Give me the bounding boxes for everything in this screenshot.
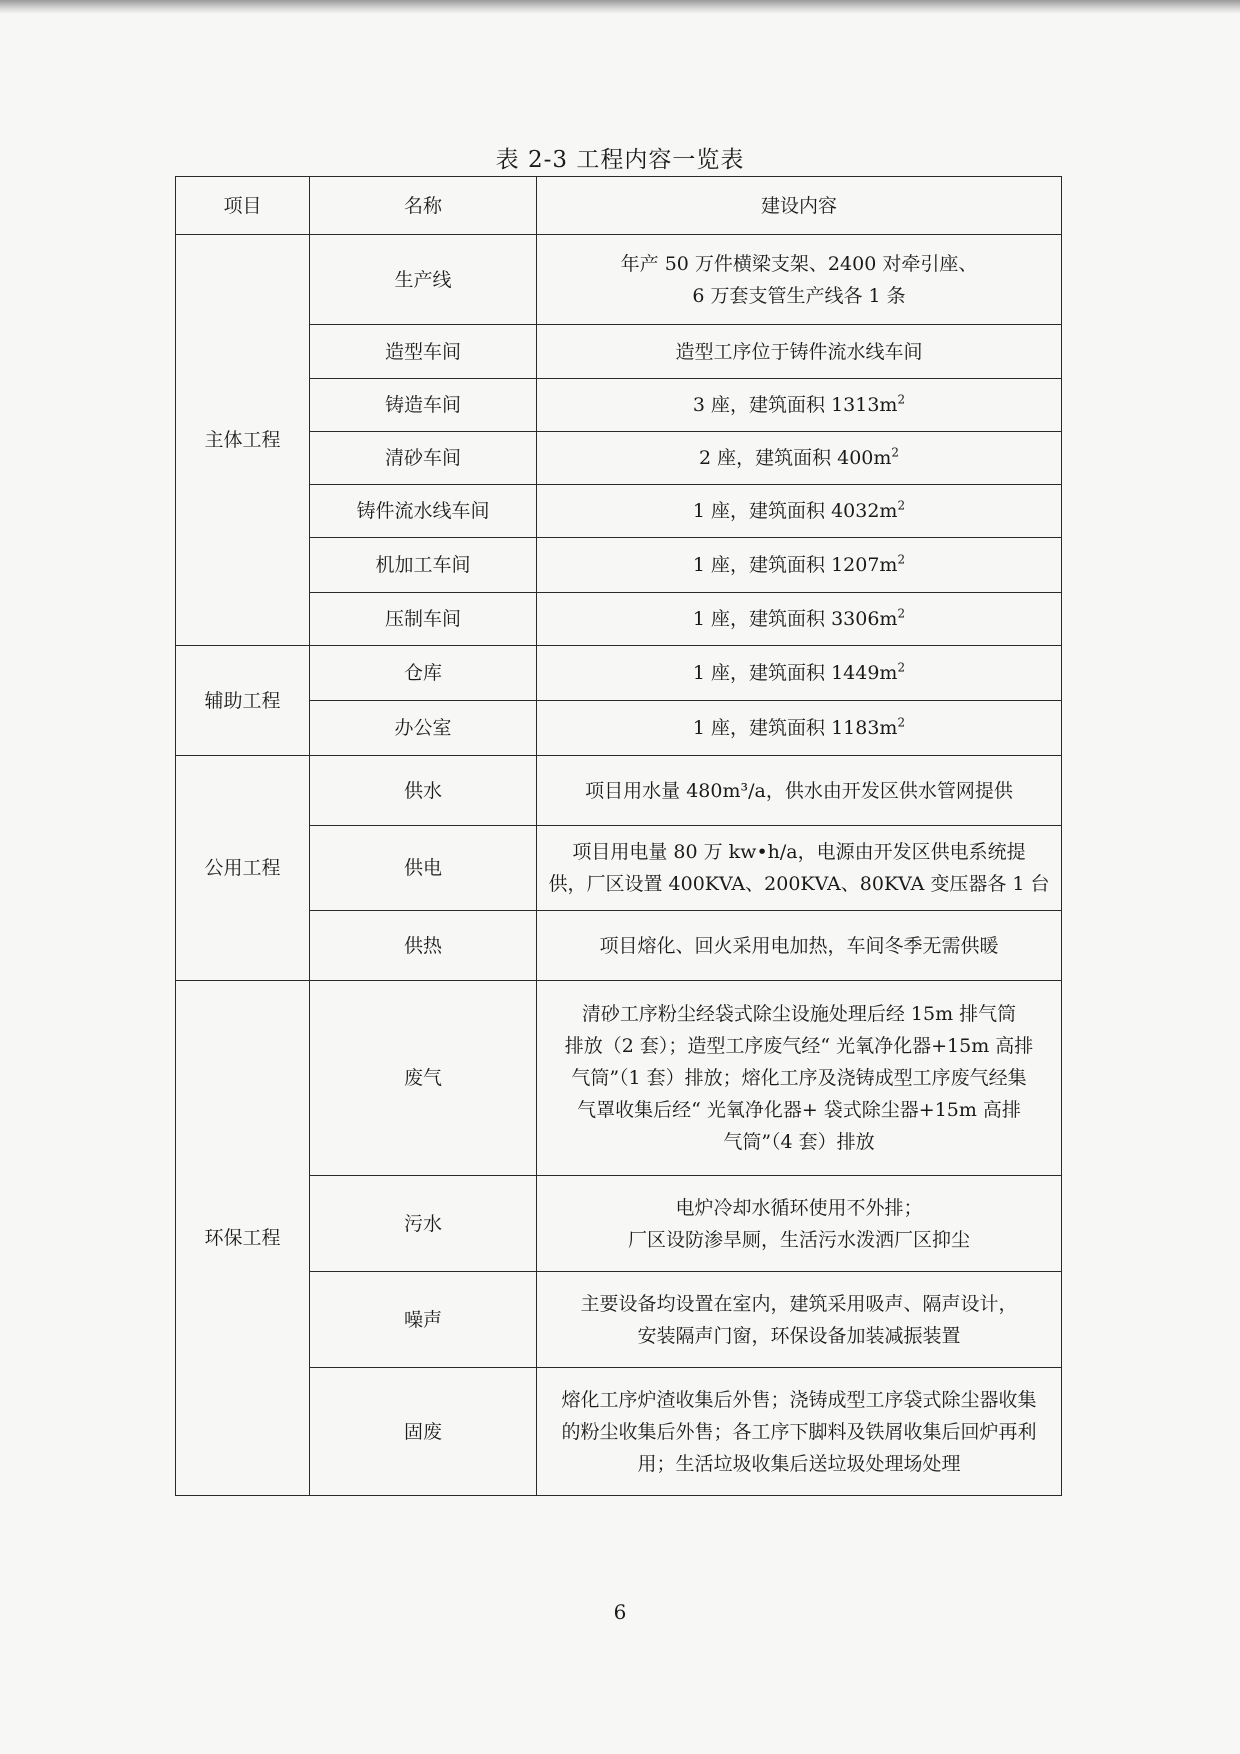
row-content [537,701,1062,756]
content-line: 气筒”（4 套）排放 [723,1131,875,1153]
row-name: 办公室 [310,701,537,756]
row-content [537,485,1062,538]
content-text: 1 座，建筑面积 4032m [692,500,898,522]
row-name: 造型车间 [310,325,537,379]
row-content [537,981,1062,1176]
content-line: 排放（2 套）；造型工序废气经“ 光氧净化器+15m 高排 [564,1035,1034,1057]
superscript: 2 [897,715,906,730]
content-line: 项目用电量 80 万 kw•h/a，电源由开发区供电系统提 [572,841,1026,863]
row-name: 压制车间 [310,593,537,646]
project-content-table [175,176,1062,1496]
content-line: 电炉冷却水循环使用不外排； [675,1196,923,1219]
header-name: 名称 [310,177,537,235]
row-content [537,235,1062,325]
row-name: 供电 [310,826,537,911]
row-name: 机加工车间 [310,538,537,593]
row-content [537,593,1062,646]
superscript: 2 [897,660,906,675]
content-line: 熔化工序炉渣收集后外售；浇铸成型工序袋式除尘器收集 [561,1388,1037,1411]
scan-edge-shadow [0,0,1240,14]
table-header-row [176,177,1062,235]
row-content [537,379,1062,432]
content-text: 1 座，建筑面积 3306m [692,608,898,630]
content-line: 6 万套支管生产线各 1 条 [692,284,906,307]
row-name: 铸件流水线车间 [310,485,537,538]
group-aux: 辅助工程 [176,646,310,756]
content-text: 1 座，建筑面积 1183m [692,717,898,739]
superscript: 2 [891,445,900,460]
table-caption: 表 2-3 工程内容一览表 [495,147,745,173]
table-row [176,646,1062,701]
row-name: 供热 [310,911,537,981]
group-utility: 公用工程 [176,756,310,981]
table-row [176,756,1062,826]
row-content [537,1368,1062,1496]
header-content: 建设内容 [537,177,1062,235]
row-name: 噪声 [310,1272,537,1368]
row-content [537,646,1062,701]
superscript: 2 [897,498,906,513]
content-line: 厂区设防渗旱厕，生活污水泼洒厂区抑尘 [627,1228,970,1251]
content-text: 2 座，建筑面积 400m [698,447,892,469]
row-name: 污水 [310,1176,537,1272]
content-line: 清砂工序粉尘经袋式除尘设施处理后经 15m 排气筒 [581,1003,1017,1025]
row-name: 固废 [310,1368,537,1496]
page-number: 6 [613,1600,627,1624]
content-line: 的粉尘收集后外售；各工序下脚料及铁屑收集后回炉再利 [561,1420,1037,1443]
group-main: 主体工程 [176,235,310,646]
row-content [537,826,1062,911]
row-name: 废气 [310,981,537,1176]
row-name: 清砂车间 [310,432,537,485]
superscript: 2 [897,606,906,621]
superscript: 2 [897,392,906,407]
row-content [537,1176,1062,1272]
row-content: 项目熔化、回火采用电加热，车间冬季无需供暖 [537,911,1062,981]
row-name: 铸造车间 [310,379,537,432]
header-item: 项目 [176,177,310,235]
table-row [176,235,1062,325]
row-name: 生产线 [310,235,537,325]
content-line: 气罩收集后经“ 光氧净化器+ 袋式除尘器+15m 高排 [577,1099,1021,1121]
content-line: 用；生活垃圾收集后送垃圾处理场处理 [637,1452,961,1475]
content-text: 1 座，建筑面积 1449m [692,662,898,684]
row-content: 项目用水量 480m³/a，供水由开发区供水管网提供 [537,756,1062,826]
content-line: 安装隔声门窗，环保设备加装减振装置 [637,1324,961,1347]
content-line: 供，厂区设置 400KVA、200KVA、80KVA 变压器各 1 台 [548,873,1050,895]
row-content [537,1272,1062,1368]
superscript: 2 [897,552,906,567]
content-line: 气筒”（1 套）排放；熔化工序及浇铸成型工序废气经集 [571,1067,1027,1089]
group-env: 环保工程 [176,981,310,1496]
row-content: 造型工序位于铸件流水线车间 [537,325,1062,379]
content-line: 主要设备均设置在室内，建筑采用吸声、隔声设计， [580,1292,1018,1315]
content-text: 1 座，建筑面积 1207m [692,554,898,576]
content-text: 3 座，建筑面积 1313m [692,394,898,416]
content-line: 年产 50 万件横梁支架、2400 对牵引座、 [620,252,978,275]
row-name: 仓库 [310,646,537,701]
row-name: 供水 [310,756,537,826]
row-content [537,432,1062,485]
row-content [537,538,1062,593]
table-row [176,981,1062,1176]
